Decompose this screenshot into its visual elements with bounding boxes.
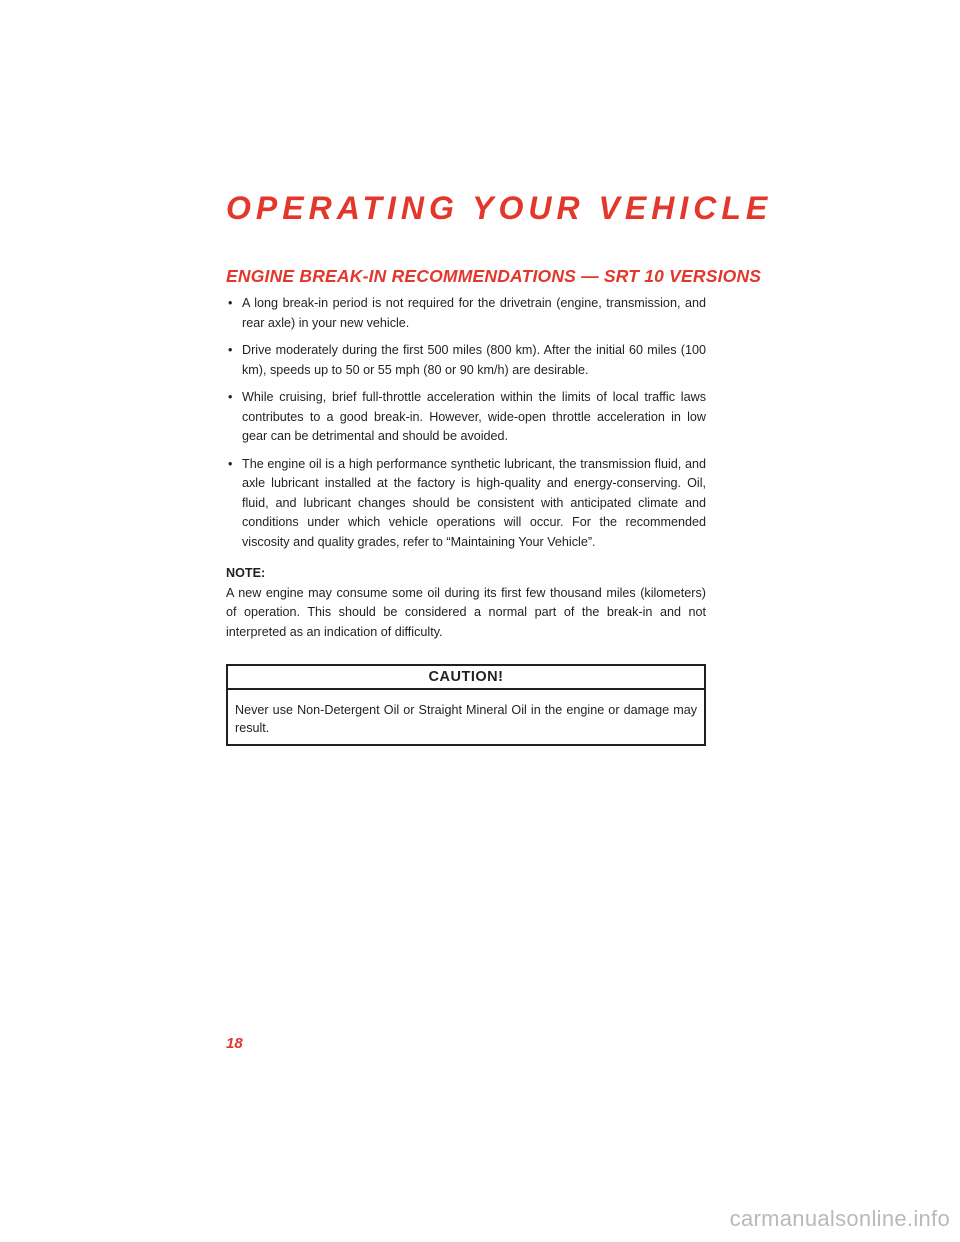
bullet-item: • While cruising, brief full-throttle acceleration within the limits of local traffic laws contributes to a good break-in. However, wide-open throttle acceleration in low gear can be detrimental and should be avoided. [226,388,706,447]
caution-box [226,664,706,746]
section-title: ENGINE BREAK-IN RECOMMENDATIONS — SRT 10 VERSIONS [226,266,762,286]
page-number: 18 [226,1035,243,1052]
bullet-item: • Drive moderately during the first 500 miles (800 km). After the initial 60 miles (100 km), speeds up to 50 or 55 mph (80 or 90 km/h) are desirable. [226,341,706,380]
bullet-item: • A long break-in period is not required for the drivetrain (engine, transmission, and rear axle) in your new vehicle. [226,294,706,333]
bullet-item: • The engine oil is a high performance synthetic lubricant, the transmission fluid, and axle lubricant installed at the factory is high-quality and energy-conserving. Oil, fluid, and lubricant changes should be consistent with anticipated climate and conditions under which vehicle operations will occur. For the recommended viscosity and quality grades, refer to “Maintaining Your Vehicle”. [226,455,706,553]
watermark-text[interactable]: carmanualsonline.info [729,1206,950,1231]
note-label: NOTE: [226,566,266,580]
caution-text: Never use Non-Detergent Oil or Straight Mineral Oil in the engine or damage may result. [235,703,697,735]
caution-title: CAUTION! [228,666,704,690]
section-content [226,294,706,746]
bullet-list [226,294,706,552]
chapter-title: OPERATING YOUR VEHICLE [226,190,773,226]
note-text: A new engine may consume some oil during its first few thousand miles (kilometers) of operation. This should be considered a normal part of the break-in and not interpreted as an indication of difficulty. [226,585,706,639]
